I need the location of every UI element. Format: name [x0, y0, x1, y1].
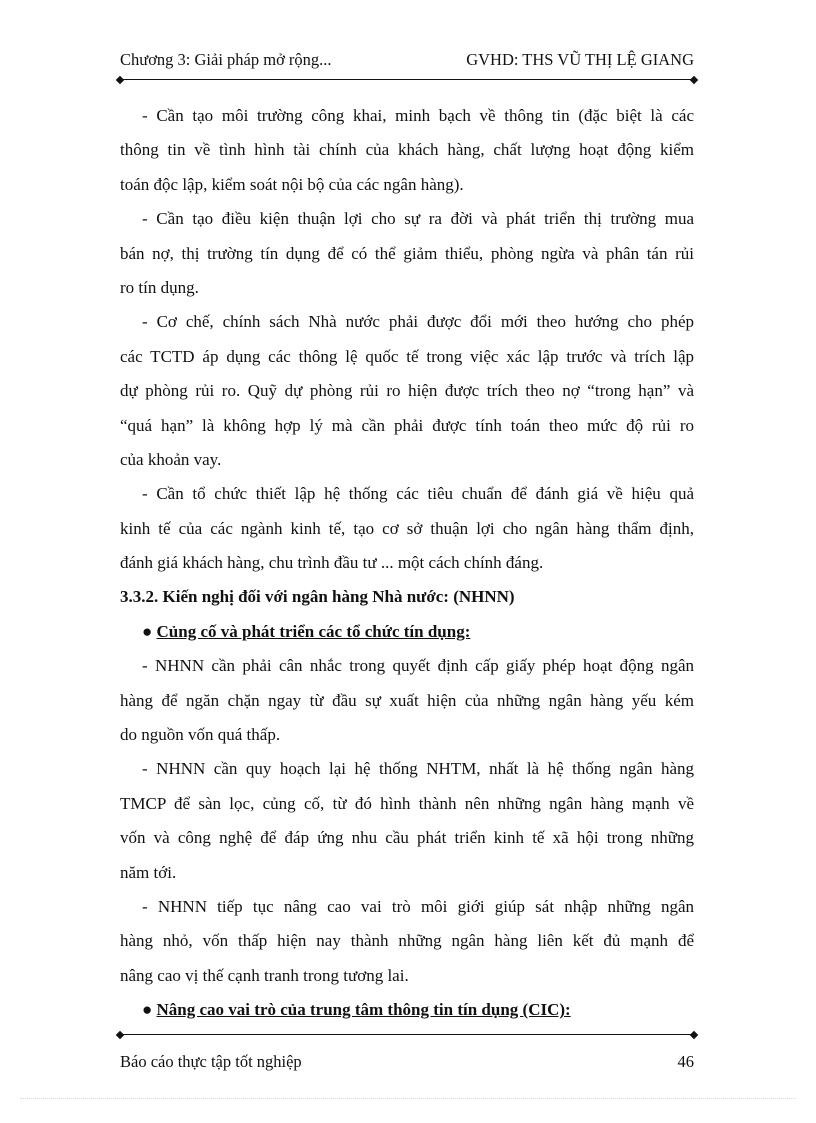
body-line: “quá hạn” là không hợp lý mà cần phải được tính toán theo mức độ rủi ro	[120, 415, 694, 435]
footer-rule	[120, 1034, 694, 1035]
body-line: bán nợ, thị trường tín dụng để có thể giảm thiểu, phòng ngừa và phân tán rủi	[120, 243, 694, 263]
body-line: do nguồn vốn quá thấp.	[120, 725, 281, 745]
body-line: - Cần tạo điều kiện thuận lợi cho sự ra đời và phát triển thị trường mua	[142, 209, 694, 229]
rule-diamond-right	[690, 75, 698, 83]
header-supervisor: GVHD: THS VŨ THỊ LỆ GIANG	[466, 50, 694, 69]
header-chapter-title: Chương 3: Giải pháp mở rộng...	[120, 50, 332, 69]
rule-diamond-left	[116, 1030, 124, 1038]
body-line: nâng cao vị thế cạnh tranh trong tương lai.	[120, 965, 409, 985]
body-line: toán độc lập, kiểm soát nội bộ của các ngân hàng).	[120, 174, 464, 194]
bullet-icon: ●	[142, 621, 153, 641]
body-line: - Cần tạo môi trường công khai, minh bạch về thông tin (đặc biệt là các	[142, 106, 694, 125]
body-line: - NHNN cần phải cân nhắc trong quyết định cấp giấy phép hoạt động ngân	[142, 656, 694, 676]
bullet-heading-text: Củng cố và phát triển các tổ chức tín dụng:	[156, 621, 471, 641]
body-line: hàng nhỏ, vốn thấp hiện nay thành những ngân hàng liên kết đủ mạnh để	[120, 931, 694, 951]
bullet-heading	[120, 615, 694, 649]
footer-report-title: Báo cáo thực tập tốt nghiệp	[120, 1052, 302, 1071]
page-body	[120, 99, 694, 1028]
body-line: thông tin về tình hình tài chính của khách hàng, chất lượng hoạt động kiểm	[120, 140, 694, 160]
bullet-heading-text: Nâng cao vai trò của trung tâm thông tin tín dụng (CIC):	[156, 1000, 571, 1020]
body-line: vốn và công nghệ để đáp ứng nhu cầu phát triển kinh tế xã hội trong những	[120, 828, 694, 848]
bullet-icon: ●	[142, 1000, 153, 1020]
body-line: TMCP để sàn lọc, củng cố, từ đó hình thành nên những ngân hàng mạnh về	[120, 793, 694, 813]
section-heading: 3.3.2. Kiến nghị đối với ngân hàng Nhà nước: (NHNN)	[120, 587, 515, 607]
body-line: ro tín dụng.	[120, 277, 199, 297]
bullet-heading	[120, 993, 694, 1027]
rule-diamond-left	[116, 75, 124, 83]
page-footer	[120, 1052, 694, 1076]
body-line: - NHNN cần quy hoạch lại hệ thống NHTM, nhất là hệ thống ngân hàng	[142, 759, 694, 779]
body-line: - NHNN tiếp tục nâng cao vai trò môi giới giúp sát nhập những ngân	[142, 896, 694, 916]
body-line: năm tới.	[120, 862, 177, 882]
body-line: đánh giá khách hàng, chu trình đầu tư ... một cách chính đáng.	[120, 553, 544, 573]
body-line: - Cần tổ chức thiết lập hệ thống các tiêu chuẩn để đánh giá về hiệu quả	[142, 484, 694, 504]
page-number: 46	[677, 1052, 694, 1071]
body-line: hàng để ngăn chặn ngay từ đầu sự xuất hiện của những ngân hàng yếu kém	[120, 690, 694, 710]
body-line: kinh tế của các ngành kinh tế, tạo cơ sở thuận lợi cho ngân hàng thẩm định,	[120, 518, 694, 538]
body-line: của khoản vay.	[120, 449, 222, 469]
page-bottom-border	[20, 1098, 796, 1099]
body-line: các TCTD áp dụng các thông lệ quốc tế trong việc xác lập trước và trích lập	[120, 346, 694, 366]
rule-diamond-right	[690, 1030, 698, 1038]
page-header	[120, 50, 694, 76]
body-line: dự phòng rủi ro. Quỹ dự phòng rủi ro hiện được trích theo nợ “trong hạn” và	[120, 381, 694, 401]
header-rule	[120, 79, 694, 80]
body-line: - Cơ chế, chính sách Nhà nước phải được đổi mới theo hướng cho phép	[142, 312, 694, 332]
